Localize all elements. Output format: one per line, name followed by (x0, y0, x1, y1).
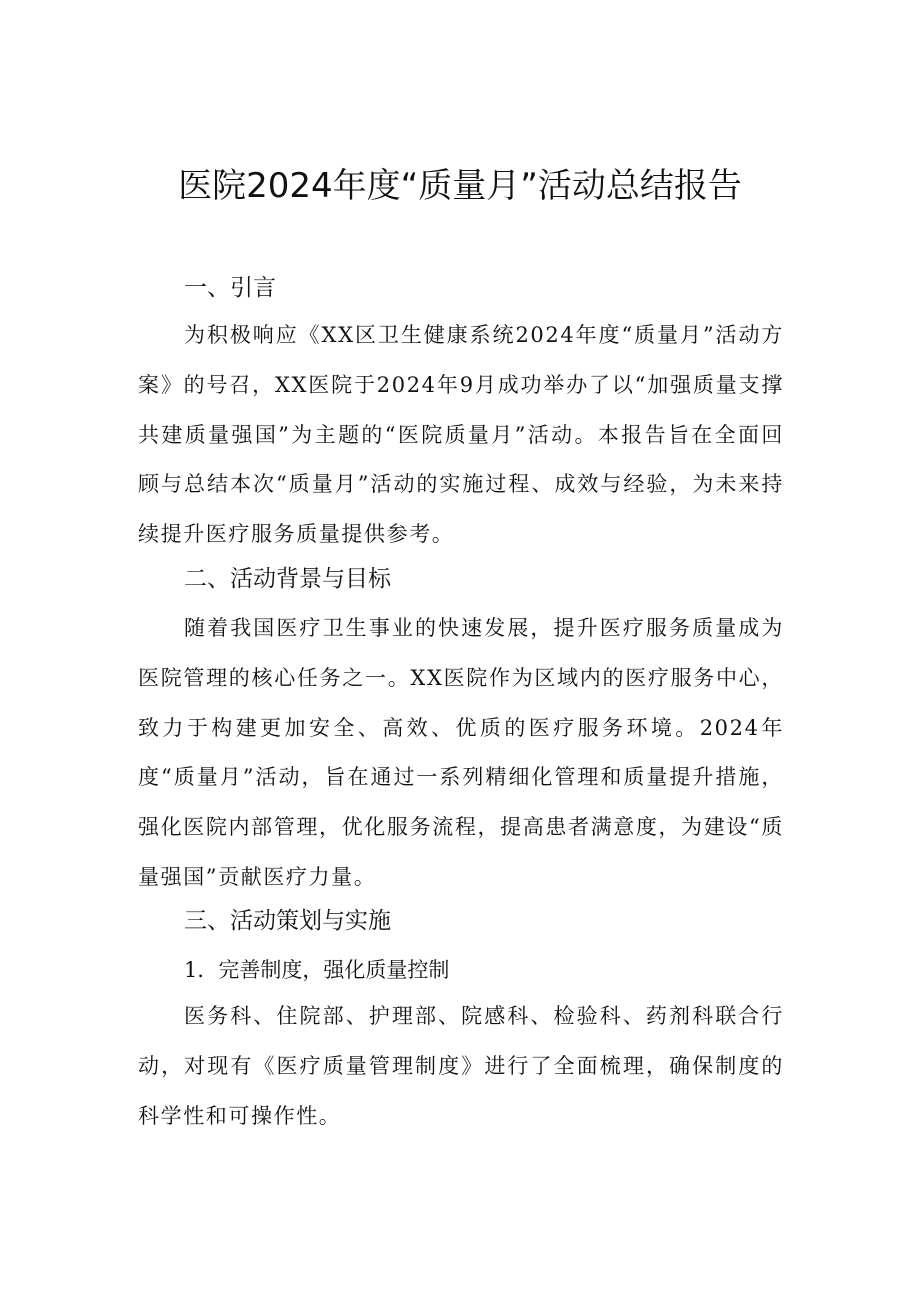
improve-system-paragraph: 医务科、住院部、护理部、院感科、检验科、药剂科联合行动，对现有《医疗质量管理制度》进行了全面梳理，确保制度的科学性和可操作性。 (138, 1004, 784, 1128)
section-heading-introduction: 一、引言 (184, 275, 276, 301)
section-heading-planning-implementation: 三、活动策划与实施 (184, 908, 391, 934)
section-heading-background-goals: 二、活动背景与目标 (184, 566, 391, 592)
introduction-paragraph: 为积极响应《XX区卫生健康系统2024年度“质量月”活动方案》的号召，XX医院于2024年9月成功举办了以“加强质量支撑 共建质量强国”为主题的“医院质量月”活动。本报告旨在全面回顾与总结本次“质量月”活动的实施过程、成效与经验，为未来持续提升医疗服务质量提供参考。 (138, 323, 784, 547)
background-goals-paragraph: 随着我国医疗卫生事业的快速发展，提升医疗服务质量成为医院管理的核心任务之一。XX医院作为区域内的医疗服务中心，致力于构建更加安全、高效、优质的医疗服务环境。2024年度“质量月”活动，旨在通过一系列精细化管理和质量提升措施，强化医院内部管理，优化服务流程，提高患者满意度，为建设“质量强国”贡献医疗力量。 (138, 616, 784, 889)
document-title: 医院2024年度“质量月”活动总结报告 (178, 166, 742, 206)
subsection-heading-improve-system: 1．完善制度，强化质量控制 (184, 958, 450, 982)
